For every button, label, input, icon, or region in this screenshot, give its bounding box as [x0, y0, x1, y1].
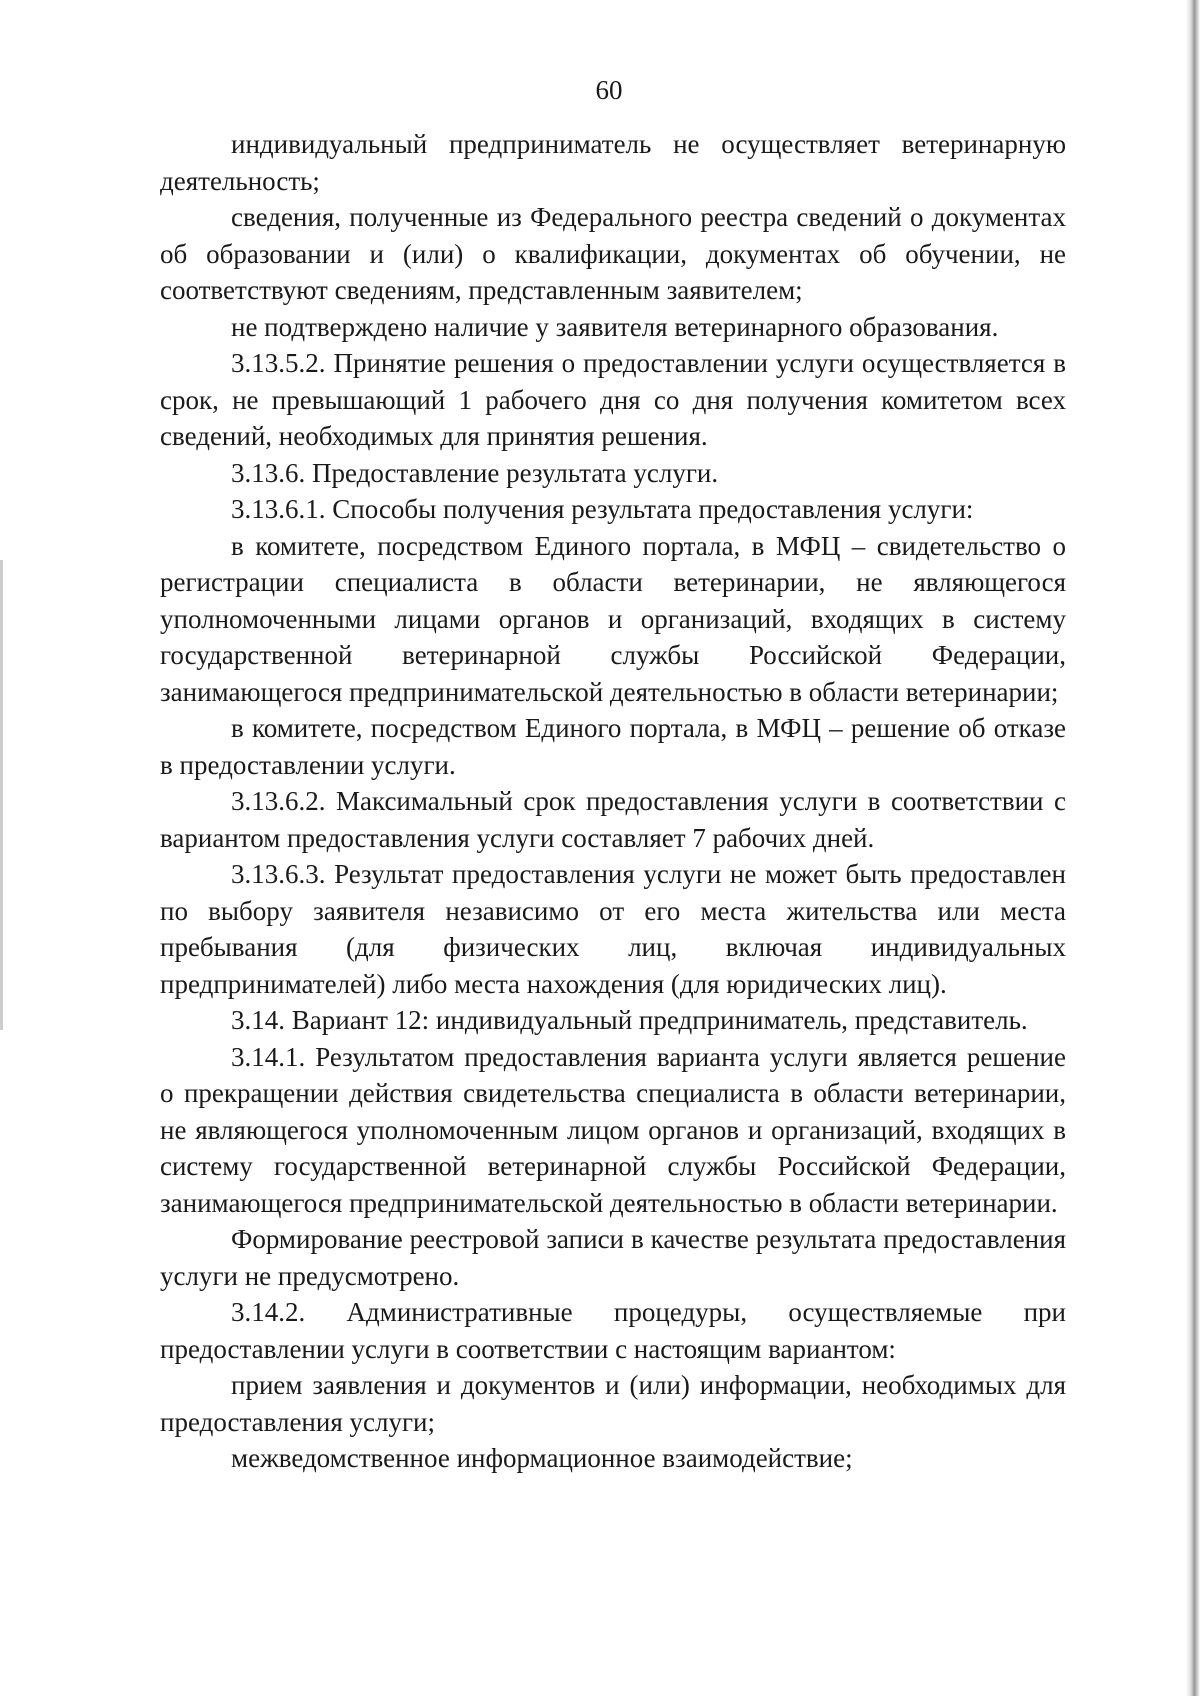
paragraph-certificate: в комитете, посредством Единого портала, в МФЦ – свидетельство о регистрации специалиста в области ветеринарии, не являющегося уполномоченными лицами органов и организаций, входящих в систему государственной ветеринарной службы Российской Федерации, занимающегося предпринимательской деятельностью в области ветеринарии; [160, 530, 1066, 707]
paragraph-3-13-6-3: 3.13.6.3. Результат предоставления услуги не может быть предоставлен по выбору заявителя независимо от его места жительства или места пребывания (для физических лиц, включая индивидуальных предпринимателей) либо места нахождения (для юридических лиц). [160, 859, 1066, 999]
paragraph-3-13-6-2: 3.13.6.2. Максимальный срок предоставления услуги в соответствии с вариантом предоставления услуги составляет 7 рабочих дней. [160, 786, 1066, 853]
paragraph-no-education: не подтверждено наличие у заявителя ветеринарного образования. [231, 311, 999, 342]
paragraph-3-14: 3.14. Вариант 12: индивидуальный предприниматель, представитель. [231, 1005, 1028, 1035]
scan-edge-right [1186, 0, 1200, 1696]
paragraph-refusal: в комитете, посредством Единого портала, в МФЦ – решение об отказе в предоставлении услуги. [160, 713, 1066, 780]
paragraph-registry-record: Формирование реестровой записи в качестве результата предоставления услуги не предусмотрено. [160, 1224, 1066, 1291]
paragraph-3-14-1: 3.14.1. Результатом предоставления варианта услуги является решение о прекращении действия свидетельства специалиста в области ветеринарии, не являющегося уполномоченным лицом органов и организаций, входящих в систему государственной ветеринарной службы Российской Федерации, занимающегося предпринимательской деятельностью в области ветеринарии. [160, 1041, 1066, 1218]
paragraph-intake: прием заявления и документов и (или) информации, необходимых для предоставления услуги; [160, 1370, 1066, 1437]
document-body [160, 126, 1066, 1477]
paragraph-3-14-2: 3.14.2. Административные процедуры, осуществляемые при предоставлении услуги в соответствии с настоящим вариантом: [160, 1297, 1066, 1364]
paragraph-sole-proprietor: индивидуальный предприниматель не осуществляет ветеринарную деятельность; [160, 129, 1066, 196]
scan-edge-left [0, 560, 3, 1030]
paragraph-3-13-6-1: 3.13.6.1. Способы получения результата предоставления услуги: [231, 494, 974, 524]
paragraph-interagency: межведомственное информационное взаимодействие; [231, 1443, 853, 1473]
page-number: 60 [595, 75, 623, 105]
paragraph-3-13-6: 3.13.6. Предоставление результата услуги. [231, 457, 719, 488]
paragraph-registry-mismatch: сведения, полученные из Федерального реестра сведений о документах об образовании и (или) о квалификации, документах об обучении, не соответствуют сведениям, представленным заявителем; [160, 202, 1066, 305]
paragraph-3-13-5-2: 3.13.5.2. Принятие решения о предоставлении услуги осуществляется в срок, не превышающий 1 рабочего дня со дня получения комитетом всех сведений, необходимых для принятия решения. [160, 348, 1066, 451]
